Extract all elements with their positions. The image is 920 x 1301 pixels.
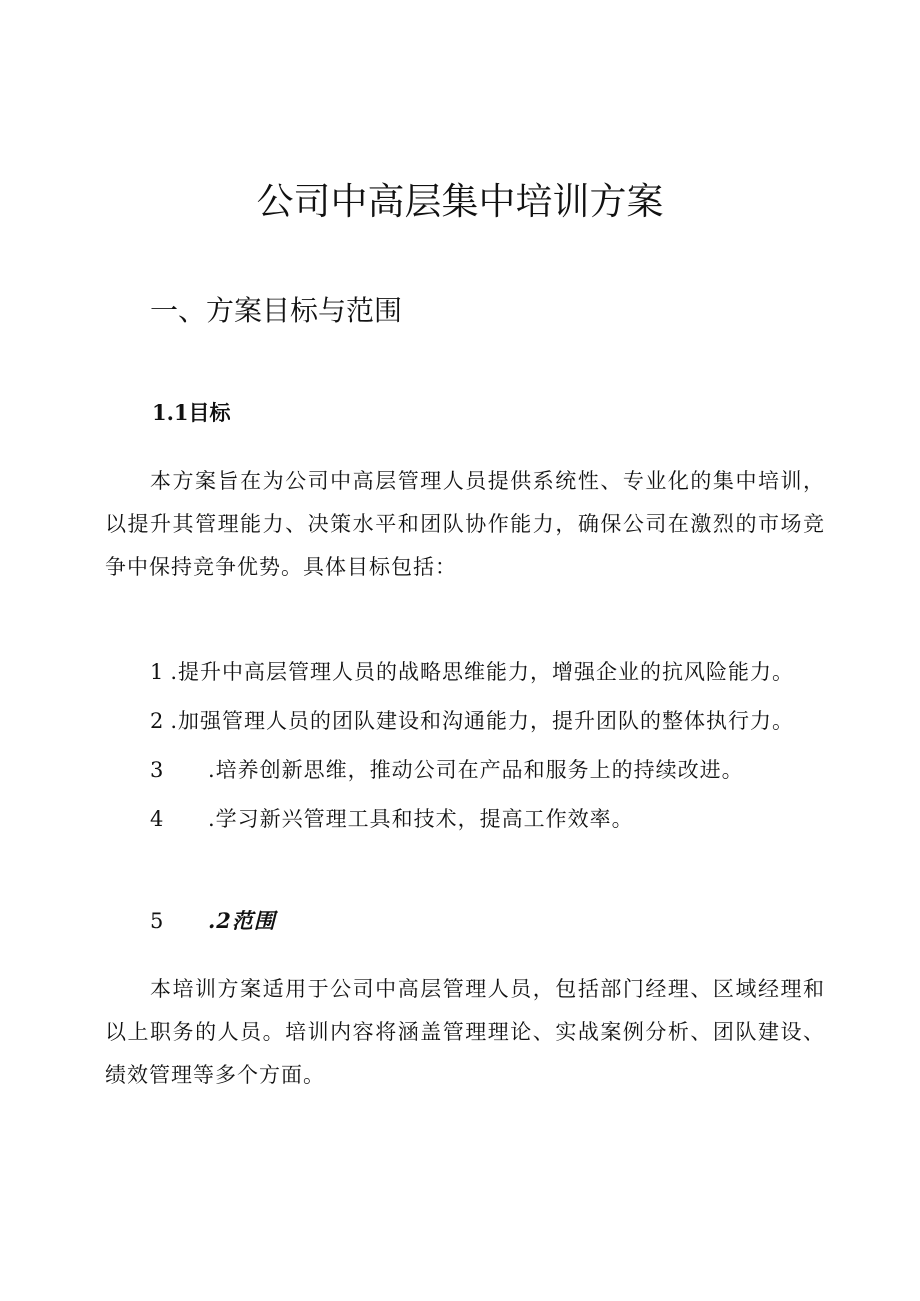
subsection-heading-goal: 1.1目标 [152, 400, 231, 425]
scope-paragraph: 本培训方案适用于公司中高层管理人员，包括部门经理、区域经理和以上职务的人员。培训内容将涵盖管理理论、实战案例分析、团队建设、绩效管理等多个方面。 [105, 977, 825, 1087]
list-item-text: .学习新兴管理工具和技术，提高工作效率。 [208, 807, 634, 831]
list-item-number: 1 [150, 660, 165, 684]
subsection-heading-scope [150, 906, 276, 936]
list-item-number: 3 [150, 758, 165, 782]
list-item-number: 2 [150, 709, 165, 733]
list-item-text: .加强管理人员的团队建设和沟通能力，提升团队的整体执行力。 [170, 709, 795, 733]
list-item-number: 4 [150, 807, 165, 831]
list-item [150, 657, 794, 687]
list-item-text: .培养创新思维，推动公司在产品和服务上的持续改进。 [208, 758, 744, 782]
list-item [150, 706, 794, 736]
goal-paragraph: 本方案旨在为公司中高层管理人员提供系统性、专业化的集中培训，以提升其管理能力、决策水平和团队协作能力，确保公司在激烈的市场竞争中保持竞争优势。具体目标包括： [105, 469, 825, 579]
subsection-number: 5 [150, 909, 165, 933]
document-title: 公司中高层集中培训方案 [256, 180, 664, 223]
list-item [150, 755, 744, 785]
section-heading-1: 一、方案目标与范围 [150, 294, 403, 327]
list-item [150, 804, 634, 834]
subsection-title: .2范围 [208, 908, 276, 933]
list-item-text: .提升中高层管理人员的战略思维能力，增强企业的抗风险能力。 [170, 660, 795, 684]
